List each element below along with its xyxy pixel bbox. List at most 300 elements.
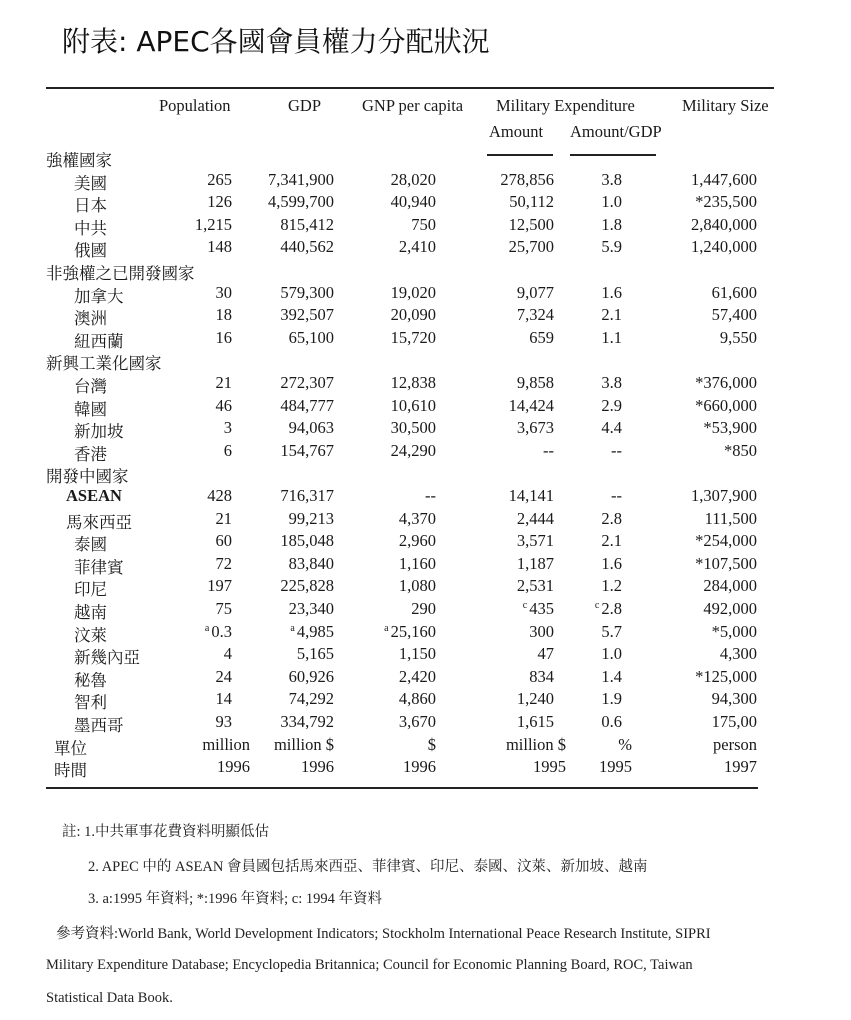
military-size-cell: [695, 192, 757, 212]
military-amount-gdp-cell: [601, 237, 622, 257]
group-label: 開發中國家: [46, 467, 129, 487]
gnp-per-capita-cell: [391, 305, 436, 325]
footnote-marker: c: [522, 600, 528, 611]
cell-value: 4,300: [719, 644, 757, 664]
cell-value: 272,307: [280, 373, 334, 392]
military-amount-gdp-cell: [601, 418, 622, 438]
military-amount-gdp-cell: [601, 283, 622, 303]
military-amount-gdp-cell: [601, 373, 622, 393]
population-cell: [207, 576, 232, 596]
cell-value: 300: [529, 621, 554, 641]
time-label: 時間: [54, 761, 87, 781]
population-cell: [224, 418, 232, 438]
military-amount-cell: [523, 599, 554, 619]
gnp-per-capita-cell: [399, 712, 436, 732]
year-size: 1997: [724, 757, 757, 777]
unit-amt: million $: [505, 734, 566, 754]
population-cell: [207, 237, 232, 257]
cell-value: 46: [215, 395, 232, 415]
cell-value: 28,020: [390, 169, 436, 189]
table-row: [0, 441, 851, 463]
cell-value: 716,317: [280, 486, 334, 505]
cell-value: 2.1: [601, 305, 622, 325]
gdp-cell: [289, 667, 334, 687]
cell-value: 2.1: [601, 531, 622, 551]
country-name: 菲律賓: [74, 557, 124, 577]
table-row: [0, 667, 851, 689]
cell-value: 30: [215, 282, 232, 302]
military-amount-cell: [509, 215, 554, 235]
units-row: [0, 735, 851, 757]
footnote-marker: a: [384, 622, 389, 634]
military-amount-gdp-cell: [601, 509, 622, 529]
cell-value: 24,290: [390, 440, 436, 460]
cell-value: *107,500: [695, 553, 757, 573]
country-name: 紐西蘭: [74, 331, 124, 351]
page-title: 附表: APEC各國會員權力分配狀況: [62, 25, 490, 58]
population-cell: [216, 667, 233, 687]
cell-value: 3,670: [398, 712, 436, 731]
military-size-cell: [712, 622, 757, 642]
gnp-per-capita-cell: [411, 215, 436, 235]
cell-value: 4.4: [601, 418, 622, 438]
military-size-cell: [691, 237, 757, 257]
country-name: 澳洲: [74, 309, 107, 329]
footnote-marker: a: [204, 622, 210, 634]
military-amount-gdp-cell: [601, 531, 622, 551]
military-amount-cell: [500, 170, 554, 190]
military-size-cell: [705, 509, 757, 529]
cell-value: 0.6: [601, 712, 622, 731]
cell-value: 290: [411, 599, 436, 618]
cell-value: 148: [207, 237, 232, 257]
military-size-cell: [712, 689, 757, 709]
military-size-cell: [712, 305, 757, 325]
cell-value: 23,340: [288, 599, 334, 618]
unit-gnp: $: [427, 734, 436, 754]
table-row: [0, 283, 851, 305]
gnp-per-capita-cell: [399, 576, 436, 596]
population-cell: [216, 554, 233, 574]
military-size-cell: [691, 170, 757, 190]
population-cell: [216, 599, 233, 619]
military-size-cell: [724, 441, 757, 461]
cell-value: 1,240,000: [691, 237, 757, 257]
country-name: 智利: [74, 693, 107, 713]
country-name: 印尼: [74, 580, 107, 600]
gdp-cell: [289, 328, 334, 348]
cell-value: 30,500: [390, 418, 436, 438]
country-name: 韓國: [74, 399, 107, 419]
cell-value: 1,187: [516, 553, 554, 573]
military-amount-gdp-cell: [601, 576, 622, 596]
military-amount-gdp-cell: [601, 622, 622, 642]
cell-value: 57,400: [711, 305, 757, 325]
military-amount-gdp-cell: [601, 689, 622, 709]
table-row: [0, 531, 851, 553]
table-row: [0, 599, 851, 621]
military-amount-gdp-cell: [601, 644, 622, 664]
cell-value: 440,562: [280, 237, 334, 257]
country-name: 中共: [74, 218, 107, 238]
cell-value: 2,410: [398, 237, 436, 257]
cell-value: 12,500: [508, 214, 554, 234]
military-amount-cell: [517, 689, 554, 709]
cell-value: 2,960: [398, 531, 436, 551]
cell-value: 12,838: [390, 373, 436, 392]
unit-ratio: %: [618, 734, 632, 754]
cell-value: *235,500: [695, 192, 757, 212]
cell-value: 834: [529, 666, 554, 686]
cell-value: 4: [223, 644, 232, 664]
cell-value: --: [611, 486, 622, 505]
table-row: [0, 170, 851, 192]
cell-value: 185,048: [280, 531, 334, 551]
amount-gdp-underline: [570, 154, 656, 156]
cell-value: 21: [215, 373, 232, 392]
cell-value: 75: [215, 599, 232, 618]
military-amount-cell: [517, 418, 554, 438]
cell-value: 3: [223, 418, 232, 438]
military-size-cell: [695, 396, 757, 416]
population-cell: [216, 689, 233, 709]
military-amount-gdp-cell: [601, 215, 622, 235]
cell-value: 1.9: [601, 689, 622, 709]
cell-value: 24: [215, 666, 232, 686]
cell-value: 4,370: [398, 508, 436, 528]
cell-value: 1.8: [601, 214, 622, 234]
cell-value: 74,292: [288, 689, 334, 709]
cell-value: 18: [215, 305, 232, 325]
year-amt: 1995: [533, 757, 566, 777]
gnp-per-capita-cell: [411, 599, 436, 619]
cell-value: 6: [223, 440, 232, 460]
cell-value: 60,926: [288, 666, 334, 686]
unit-gdp: million $: [273, 734, 334, 754]
population-cell: [216, 373, 233, 393]
gnp-per-capita-cell: [425, 486, 436, 506]
population-cell: [216, 305, 233, 325]
cell-value: 1,615: [516, 712, 554, 731]
military-size-cell: [691, 486, 757, 506]
cell-value: 4,860: [398, 689, 436, 709]
military-amount-cell: [517, 554, 554, 574]
gnp-per-capita-cell: [399, 644, 436, 664]
country-name: 秘魯: [74, 670, 107, 690]
table-row: [0, 486, 851, 508]
references-line-3: Statistical Data Book.: [46, 990, 173, 1006]
military-amount-cell: [529, 622, 554, 642]
cell-value: 21: [215, 508, 232, 528]
cell-value: 1.6: [601, 282, 622, 302]
military-amount-gdp-cell: [601, 328, 622, 348]
cell-value: 9,858: [516, 373, 554, 392]
military-amount-gdp-cell: [601, 192, 622, 212]
military-size-cell: [695, 667, 757, 687]
cell-value: 5,165: [296, 644, 334, 664]
cell-value: 15,720: [390, 327, 436, 347]
gdp-cell: [280, 441, 334, 461]
military-amount-gdp-cell: [601, 667, 622, 687]
group-label: 新興工業化國家: [46, 354, 162, 374]
header-amount: Amount: [489, 122, 544, 141]
units-label: 單位: [54, 738, 87, 758]
military-amount-cell: [517, 531, 554, 551]
cell-value: 3,673: [516, 418, 554, 438]
military-amount-cell: [517, 373, 554, 393]
table-row: [0, 622, 851, 644]
military-size-cell: [703, 599, 757, 619]
cell-value: 0.3: [211, 621, 232, 641]
country-name: 台灣: [74, 377, 107, 396]
cell-value: 4,985: [296, 621, 334, 641]
cell-value: 9,550: [719, 327, 757, 347]
military-amount-cell: [509, 486, 554, 506]
gnp-per-capita-cell: [399, 509, 436, 529]
cell-value: 1,307,900: [691, 486, 757, 505]
gdp-cell: [280, 305, 334, 325]
table-row: [0, 328, 851, 350]
gdp-cell: [268, 192, 334, 212]
year-ratio: 1995: [599, 757, 632, 777]
military-amount-gdp-cell: [595, 599, 622, 619]
year-pop: 1996: [217, 757, 250, 777]
population-cell: [207, 170, 232, 190]
military-amount-gdp-cell: [601, 712, 622, 732]
cell-value: 3.8: [601, 373, 622, 392]
header-population: Population: [159, 96, 231, 115]
cell-value: 1.0: [601, 644, 622, 664]
table-row: [0, 712, 851, 734]
cell-value: 5.9: [601, 237, 622, 257]
gnp-per-capita-cell: [391, 192, 436, 212]
unit-pop: million: [202, 734, 250, 754]
cell-value: 1,240: [516, 689, 554, 709]
population-cell: [216, 328, 233, 348]
military-amount-gdp-cell: [601, 554, 622, 574]
population-cell: [216, 396, 233, 416]
gnp-per-capita-cell: [391, 373, 436, 393]
gdp-cell: [289, 509, 334, 529]
references-line-1: 參考資料:World Bank, World Development Indicators; Stockholm International Peace Research Institute, SIPRI: [56, 926, 711, 942]
year-gnp: 1996: [403, 757, 436, 777]
cell-value: *254,000: [695, 531, 757, 551]
cell-value: 111,500: [704, 508, 757, 528]
country-name: 俄國: [74, 241, 107, 261]
cell-value: 14,424: [508, 395, 554, 415]
country-name: ASEAN: [66, 486, 122, 505]
note-2: 2. APEC 中的 ASEAN 會員國包括馬來西亞、菲律賓、印尼、泰國、汶萊、新加坡、越南: [88, 859, 648, 875]
references-line-2: Military Expenditure Database; Encyclopedia Britannica; Council for Economic Planning Board, ROC, Taiwan: [46, 957, 693, 973]
military-size-cell: [712, 283, 757, 303]
gnp-per-capita-cell: [399, 531, 436, 551]
population-cell: [224, 441, 232, 461]
gnp-per-capita-cell: [399, 667, 436, 687]
table-row: [0, 396, 851, 418]
gnp-per-capita-cell: [399, 689, 436, 709]
table-row: [0, 644, 851, 666]
cell-value: 1.6: [601, 553, 622, 573]
gdp-cell: [280, 283, 334, 303]
header-military-expenditure: Military Expenditure: [496, 96, 635, 115]
cell-value: 2.8: [601, 599, 622, 618]
cell-value: 750: [411, 214, 436, 234]
cell-value: *53,900: [703, 418, 757, 438]
cell-value: 428: [207, 486, 232, 505]
table-row: [0, 373, 851, 395]
population-cell: [207, 192, 232, 212]
military-amount-cell: [517, 712, 554, 732]
header-gnp-per-capita: GNP per capita: [362, 96, 464, 115]
cell-value: 2.9: [601, 395, 622, 415]
cell-value: *376,000: [695, 373, 757, 392]
gnp-per-capita-cell: [391, 170, 436, 190]
military-amount-cell: [529, 328, 554, 348]
cell-value: 659: [529, 327, 554, 347]
cell-value: --: [611, 440, 622, 460]
cell-value: 4,599,700: [268, 192, 334, 212]
cell-value: 2,444: [516, 508, 554, 528]
cell-value: 492,000: [703, 599, 757, 618]
country-name: 新加坡: [74, 422, 124, 442]
cell-value: 278,856: [500, 169, 554, 189]
cell-value: 60: [215, 531, 232, 551]
table-row: [0, 418, 851, 440]
population-cell: [216, 509, 233, 529]
gdp-cell: [280, 396, 334, 416]
country-name: 加拿大: [74, 286, 124, 306]
gnp-per-capita-cell: [391, 418, 436, 438]
country-name: 泰國: [74, 535, 107, 555]
gdp-cell: [290, 622, 334, 642]
cell-value: 3,571: [516, 531, 554, 551]
cell-value: 40,940: [390, 192, 436, 212]
cell-value: 50,112: [509, 192, 554, 212]
unit-size: person: [713, 734, 757, 754]
cell-value: 2,531: [516, 576, 554, 596]
gdp-cell: [280, 486, 334, 506]
cell-value: 14: [215, 689, 232, 709]
cell-value: 83,840: [288, 553, 334, 573]
gdp-cell: [297, 644, 334, 664]
cell-value: 14,141: [508, 486, 554, 505]
cell-value: 25,160: [390, 621, 436, 641]
country-name: 墨西哥: [74, 716, 124, 735]
cell-value: 9,077: [516, 282, 554, 302]
country-name: 日本: [74, 196, 107, 216]
gdp-cell: [280, 531, 334, 551]
cell-value: 1,160: [398, 553, 436, 573]
cell-value: 94,063: [288, 418, 334, 438]
gdp-cell: [280, 237, 334, 257]
cell-value: 7,324: [516, 305, 554, 325]
cell-value: 1.4: [601, 666, 622, 686]
cell-value: 1.1: [601, 327, 622, 347]
gdp-cell: [289, 599, 334, 619]
cell-value: 2.8: [601, 508, 622, 528]
population-cell: [207, 486, 232, 506]
gdp-cell: [289, 418, 334, 438]
country-name: 新幾內亞: [74, 648, 140, 668]
time-row: [0, 757, 851, 779]
cell-value: 7,341,900: [268, 169, 334, 189]
cell-value: 126: [207, 192, 232, 212]
header-military-size: Military Size: [682, 96, 769, 115]
cell-value: 197: [207, 576, 232, 596]
gnp-per-capita-cell: [391, 328, 436, 348]
table-row: [0, 215, 851, 237]
table-row: [0, 237, 851, 259]
cell-value: 65,100: [288, 327, 334, 347]
amount-underline: [487, 154, 553, 156]
country-name: 汶萊: [74, 625, 107, 645]
military-size-cell: [720, 644, 757, 664]
military-amount-cell: [517, 283, 554, 303]
cell-value: *125,000: [695, 666, 757, 686]
military-amount-cell: [517, 305, 554, 325]
table-row: [0, 192, 851, 214]
population-cell: [205, 622, 232, 642]
cell-value: 484,777: [280, 395, 334, 415]
table-row: [0, 305, 851, 327]
header-gdp: GDP: [288, 96, 322, 115]
cell-value: 25,700: [508, 237, 554, 257]
cell-value: 815,412: [280, 214, 334, 234]
gnp-per-capita-cell: [384, 622, 436, 642]
cell-value: 1.0: [601, 192, 622, 212]
cell-value: --: [543, 440, 554, 460]
cell-value: 3.8: [601, 169, 622, 189]
group-label: 非強權之已開發國家: [46, 264, 195, 283]
military-size-cell: [695, 373, 757, 393]
cell-value: 47: [537, 644, 554, 664]
military-amount-cell: [517, 576, 554, 596]
country-name: 馬來西亞: [66, 512, 132, 532]
cell-value: 284,000: [703, 576, 757, 596]
gdp-cell: [289, 689, 334, 709]
cell-value: 334,792: [280, 712, 334, 731]
footnote-marker: c: [594, 600, 600, 611]
cell-value: *5,000: [711, 621, 757, 641]
gdp-cell: [289, 554, 334, 574]
cell-value: 93: [215, 712, 232, 731]
military-size-cell: [703, 576, 757, 596]
military-size-cell: [695, 554, 757, 574]
footnote-marker: a: [290, 622, 295, 634]
military-amount-cell: [509, 237, 554, 257]
military-size-cell: [703, 418, 757, 438]
military-amount-gdp-cell: [601, 396, 622, 416]
gdp-cell: [280, 576, 334, 596]
cell-value: 435: [529, 599, 554, 618]
gnp-per-capita-cell: [399, 237, 436, 257]
military-amount-cell: [543, 441, 554, 461]
cell-value: 19,020: [390, 282, 436, 302]
cell-value: 1.2: [601, 576, 622, 596]
cell-value: 72: [215, 553, 232, 573]
table-bottom-rule: [46, 787, 758, 789]
table-top-rule: [46, 87, 774, 89]
cell-value: 99,213: [288, 508, 334, 528]
population-cell: [216, 712, 233, 732]
military-size-cell: [695, 531, 757, 551]
table-row: [0, 554, 851, 576]
gdp-cell: [280, 215, 334, 235]
cell-value: 1,215: [194, 214, 232, 234]
cell-value: 1,080: [398, 576, 436, 596]
cell-value: 225,828: [280, 576, 334, 596]
note-3: 3. a:1995 年資料; *:1996 年資料; c: 1994 年資料: [88, 891, 383, 907]
